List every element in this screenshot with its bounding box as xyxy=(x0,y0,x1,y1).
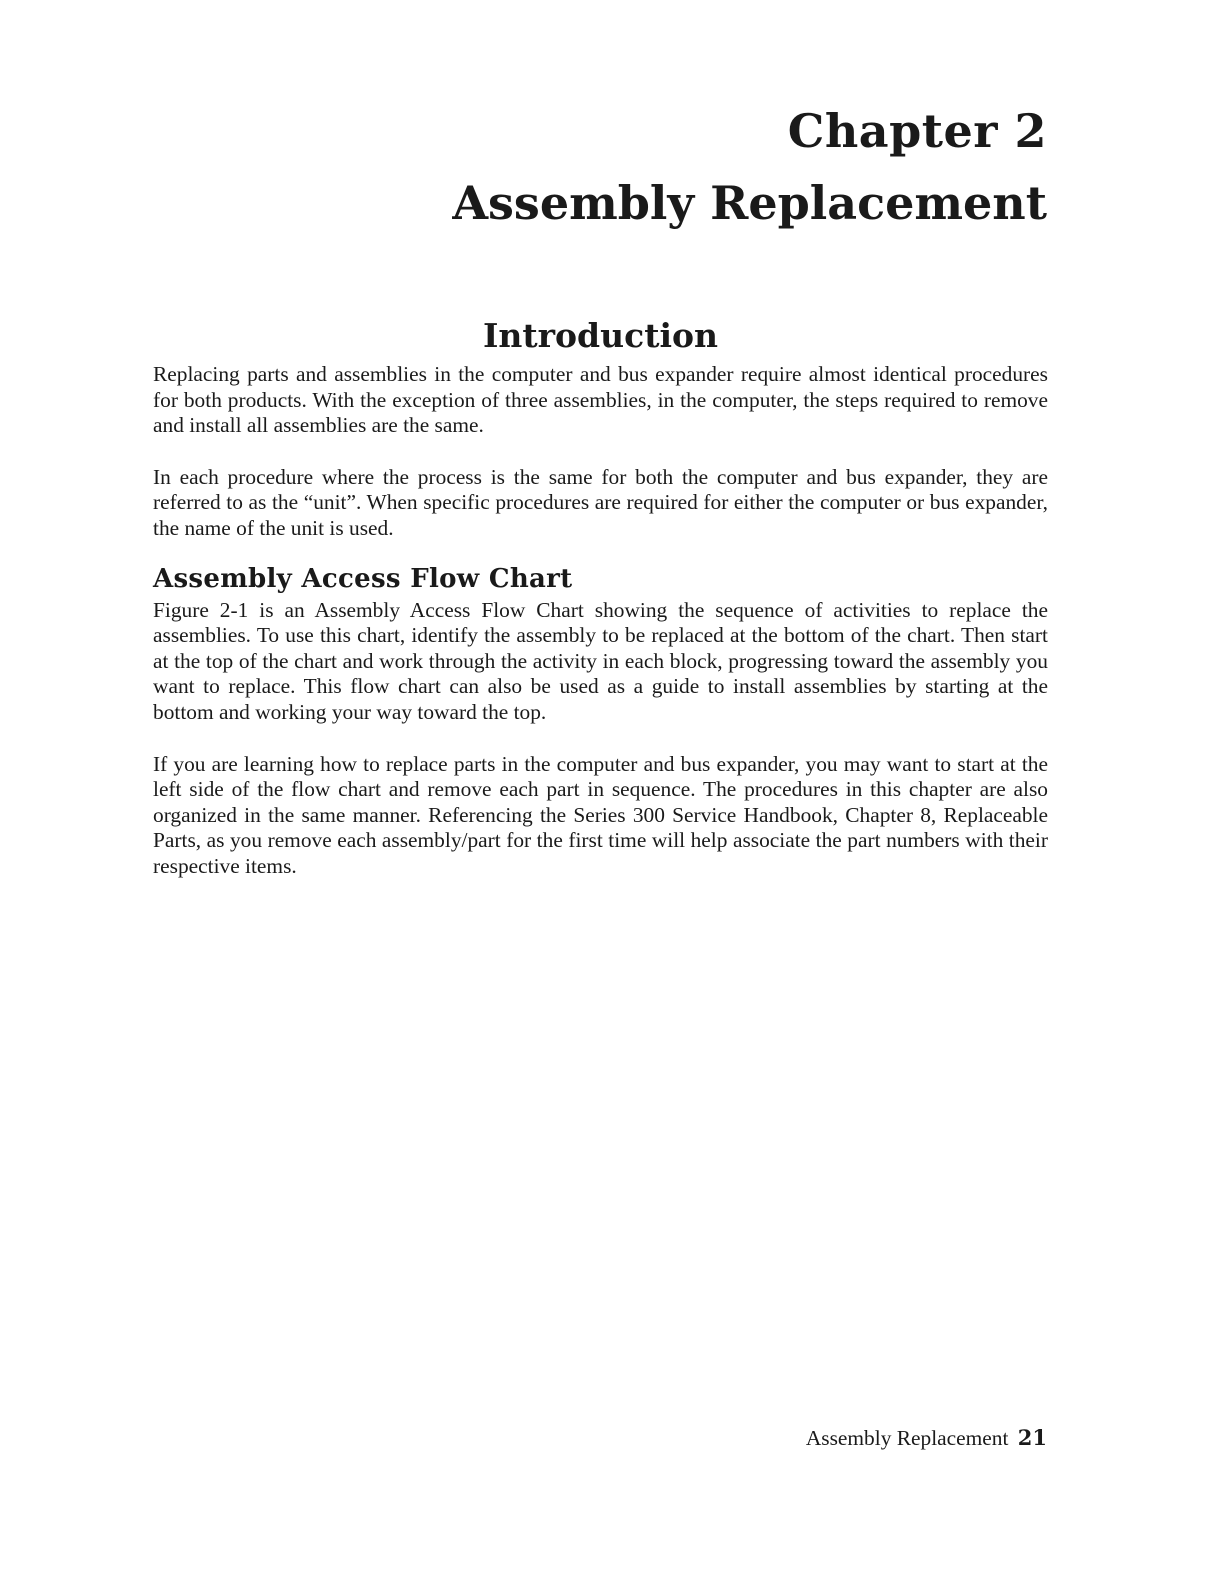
chapter-number: Chapter 2 xyxy=(787,104,1047,158)
introduction-heading: Introduction xyxy=(482,316,718,355)
introduction-paragraph-2: In each procedure where the process is the same for both the computer and bus expander, they are referred to as the “unit”. When specific procedures are required for either the computer or bus expander, the name of the unit is used. xyxy=(153,464,1048,540)
page-body xyxy=(153,314,1048,880)
flow-chart-paragraph-2: If you are learning how to replace parts in the computer and bus expander, you may want to start at the left side of the flow chart and remove each part in sequence. The procedures in this chapter are also organized in the same manner. Referencing the Series 300 Service Handbook, Chapter 8, Replaceable Parts, as you remove each assembly/part for the first time will help associate the part numbers with their respective items. xyxy=(153,751,1048,878)
flow-chart-heading: Assembly Access Flow Chart xyxy=(153,563,573,594)
page-footer xyxy=(806,1424,1047,1452)
introduction-paragraph-1: Replacing parts and assemblies in the computer and bus expander require almost identical procedures for both products. With the exception of three assemblies, in the computer, the steps required to remove and install all assemblies are the same. xyxy=(153,362,1048,438)
running-title: Assembly Replacement xyxy=(805,1426,1009,1450)
chapter-header xyxy=(452,100,1047,234)
flow-chart-paragraph-1: Figure 2-1 is an Assembly Access Flow Chart showing the sequence of activities to replace the assemblies. To use this chart, identify the assembly to be replaced at the bottom of the chart. Then start at the top of the chart and work through the activity in each block, progressing toward the assembly you want to replace. This flow chart can also be used as a guide to install assemblies by starting at the bottom and working your way toward the top. xyxy=(153,597,1048,724)
page-number: 21 xyxy=(1017,1425,1047,1450)
chapter-title: Assembly Replacement xyxy=(452,176,1047,230)
